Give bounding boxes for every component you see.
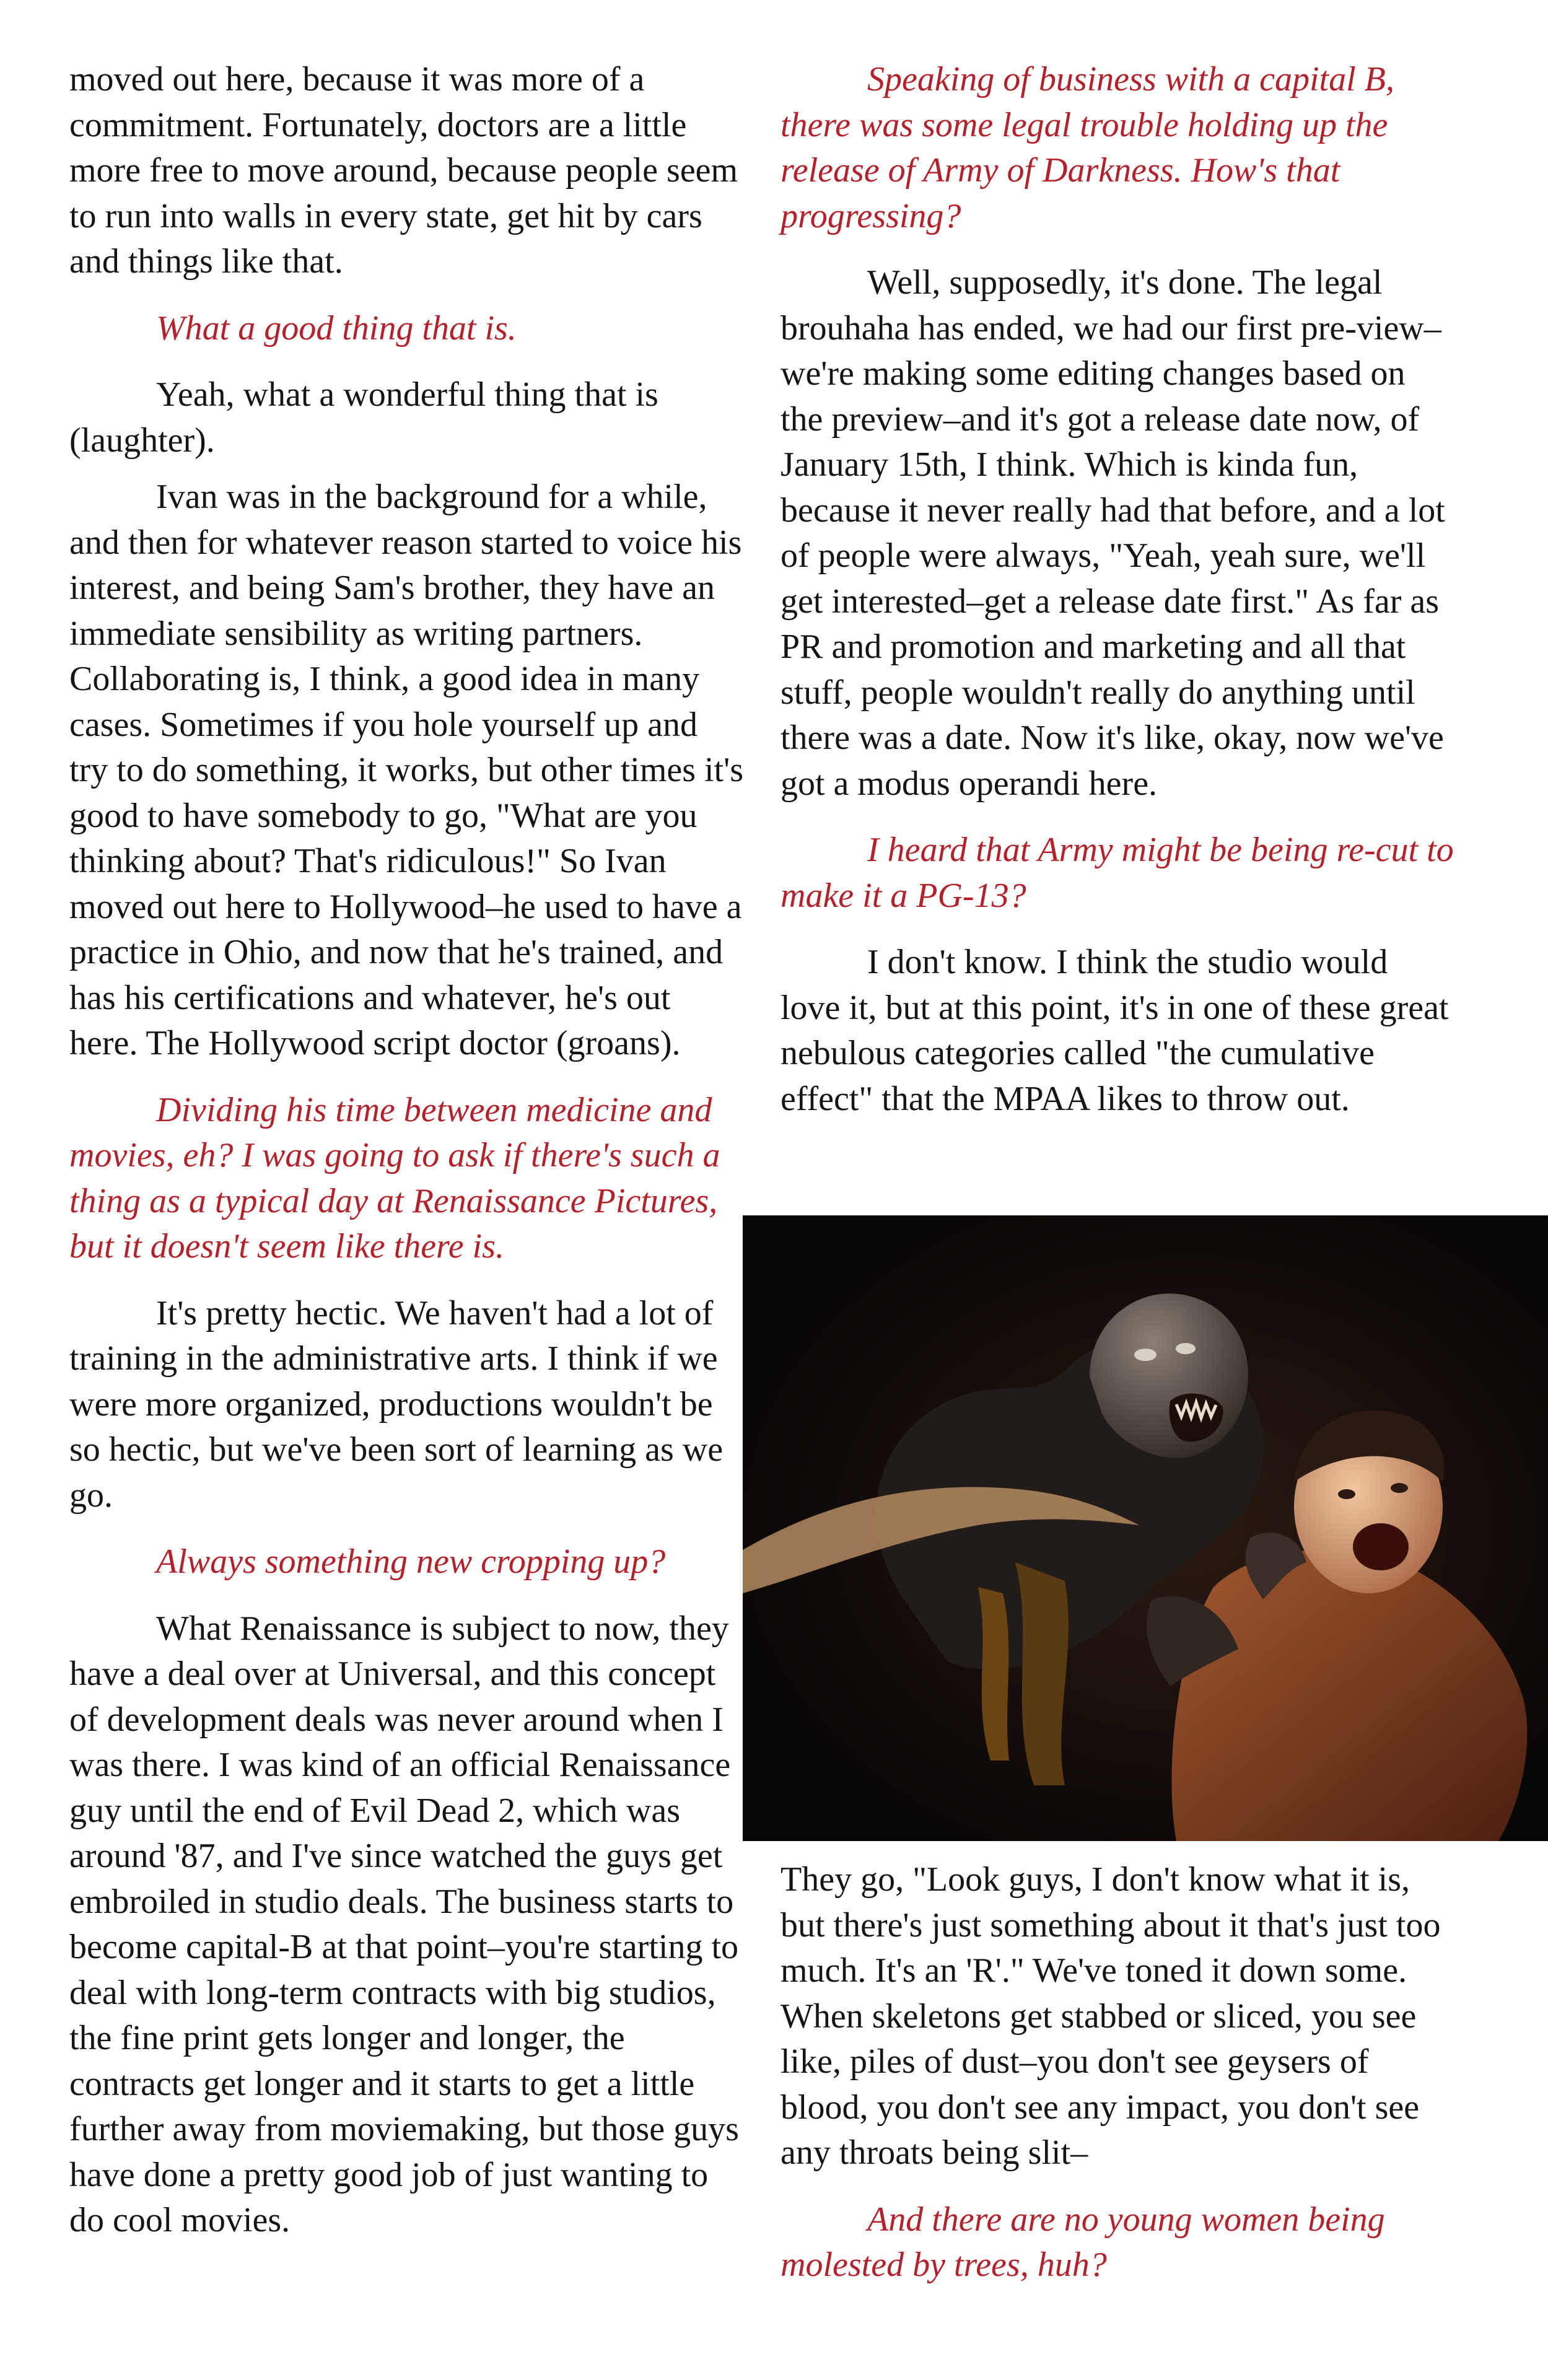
film-still-illustration [743, 1215, 1548, 1841]
answer-paragraph: It's pretty hectic. We haven't had a lot of training in the administrative arts. I think if we were more organized, productions wouldn't be so hectic, but we've been sort of learning as we go. [69, 1293, 724, 1515]
answer-paragraph: moved out here, because it was more of a commitment. Fortunately, doctors are a little more free to move around, because people seem to run into walls in every state, get hit by cars and things like that. [69, 60, 738, 281]
demon-eye-right [1176, 1343, 1196, 1354]
right-column-top [781, 57, 1456, 1122]
answer-paragraph: They go, "Look guys, I don't know what it is, but there's just something about it that's just too much. It's an 'R'." We've toned it down some. When skeletons get stabbed or sliced, you see like, piles of dust–you don't see geysers of blood, you don't see any impact, you don't see any throats being slit– [781, 1860, 1441, 2172]
answer-paragraph: I don't know. I think the studio would love it, but at this point, it's in one of these great nebulous categories called "the cumulative effect" that the MPAA likes to throw out. [781, 943, 1449, 1118]
interview-question: I heard that Army might be being re-cut to make it a PG-13? [781, 831, 1454, 915]
answer-paragraph: What Renaissance is subject to now, they have a deal over at Universal, and this concept of development deals was never around when I was there. I was kind of an official Renaissance guy until the end of Evil Dead 2, which was around '87, and I've since watched the guys get embroiled in studio deals. The business starts to become capital-B at that point–you're starting to deal with long-term contracts with big studios, the fine print gets longer and longer, the contracts get longer and it starts to get a little further away from moviemaking, but those guys have done a pretty good job of just wanting to do cool movies. [69, 1609, 739, 2239]
film-still-photo [743, 1215, 1548, 1841]
interview-question: Dividing his time between medicine and movies, eh? I was going to ask if there's such a thing as a typical day at Renaissance Pictures, but it doesn't seem like there is. [69, 1090, 720, 1266]
interview-question: Speaking of business with a capital B, there was some legal trouble holding up the release of Army of Darkness. How's that progressing? [781, 60, 1394, 235]
interview-question: Always something new cropping up? [156, 1542, 666, 1581]
victim-mouth-shape [1353, 1523, 1409, 1570]
answer-paragraph: Yeah, what a wonderful thing that is (laughter). [69, 375, 658, 460]
victim-eye-right [1391, 1483, 1408, 1493]
interview-question: And there are no young women being molested by trees, huh? [781, 2200, 1385, 2284]
victim-eye-left [1338, 1489, 1355, 1499]
interview-question: What a good thing that is. [156, 308, 517, 348]
demon-eye-left [1134, 1349, 1157, 1361]
left-column [69, 57, 745, 2244]
answer-paragraph: Ivan was in the background for a while, and then for whatever reason started to voice his interest, and being Sam's brother, they have an immediate sensibility as writing partners. Collaborating is, I think, a good idea in many cases. Sometimes if you hole yourself up and try to do something, it works, but other times it's good to have somebody to go, "What are you thinking about? That's ridiculous!" So Ivan moved out here to Hollywood–he used to have a practice in Ohio, and now that he's trained, and has his certifications and whatever, he's out here. The Hollywood script doctor (groans). [69, 478, 744, 1062]
right-column-bottom [781, 1857, 1456, 2288]
answer-paragraph: Well, supposedly, it's done. The legal brouhaha has ended, we had our first pre-view–we're making some editing changes based on the preview–and it's got a release date now, of January 15th, I think. Which is kinda fun, because it never really had that before, and a lot of people were always, "Yeah, yeah sure, we'll get interested–get a release date first." As far as PR and promotion and marketing and all that stuff, people wouldn't really do anything until there was a date. Now it's like, okay, now we've got a modus operandi here. [781, 263, 1445, 803]
